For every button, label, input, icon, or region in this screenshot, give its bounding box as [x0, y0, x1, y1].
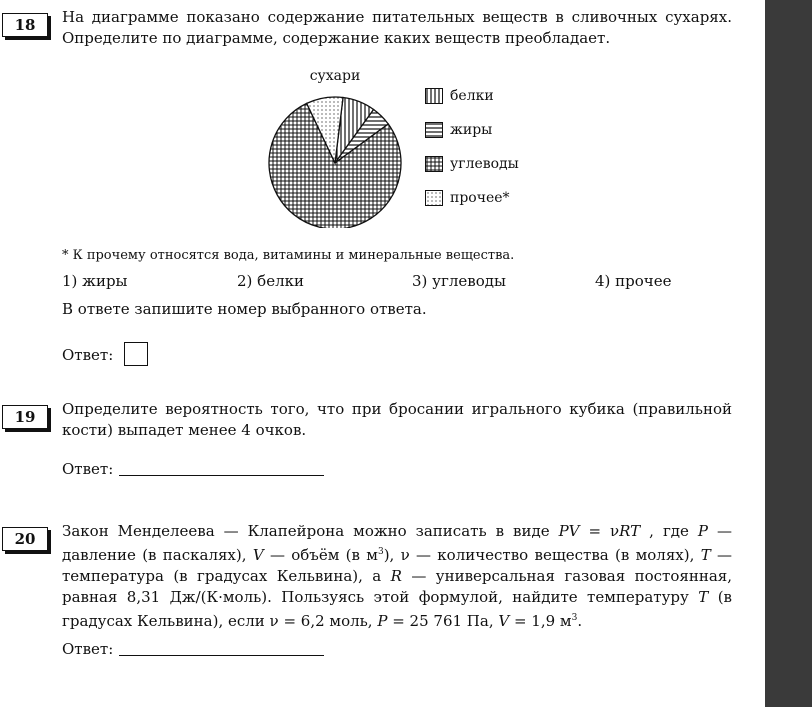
- answer-label-19: Ответ:: [62, 460, 114, 478]
- question-19-text: Определите вероятность того, что при бросании игрального кубика (правильной кости) выпадет менее 4 очков.: [62, 400, 732, 439]
- legend-label: прочее*: [450, 190, 510, 206]
- q20-text-line1: Закон Менделеева — Клапейрона можно записать в виде PV = νRT , где P — давление (в паскалях), V — объём (в $м^3$), ν — количество вещества (в молях), T — температура (в градусах Кельвина), а R — универсальная газовая постоянная, равная 8,31 Дж/(К·моль). Пользуясь этой формулой, найдите температуру T (в градусах Кельвина), если ν = 6,2 моль, P = 25 761 Па, V = 1,9 $м^3$.: [62, 522, 733, 630]
- legend-item-zhiry: [425, 122, 492, 138]
- legend-swatch-grid: [425, 156, 443, 172]
- legend-swatch-vertical-lines: [425, 88, 443, 104]
- option-4: 4) прочее: [595, 272, 672, 290]
- question-20-text: [62, 521, 732, 632]
- option-3: 3) углеводы: [412, 272, 506, 290]
- legend-swatch-horizontal-lines: [425, 122, 443, 138]
- answer-line-20[interactable]: [119, 655, 324, 656]
- legend-item-belki: [425, 88, 494, 104]
- legend-label: жиры: [450, 122, 493, 138]
- legend-swatch-dots: [425, 190, 443, 206]
- chart-title: сухари: [309, 68, 361, 84]
- pie-svg: [260, 88, 410, 228]
- side-panel: [765, 0, 812, 707]
- question-18-number: 18: [2, 13, 48, 37]
- answer-label-18: Ответ:: [62, 346, 114, 364]
- instruction: В ответе запишите номер выбранного ответа.: [62, 300, 427, 318]
- legend-item-prochee: [425, 190, 510, 206]
- legend-label: белки: [450, 88, 494, 104]
- answer-line-19[interactable]: [119, 475, 324, 476]
- option-1: 1) жиры: [62, 272, 128, 290]
- question-18-text: На диаграмме показано содержание питательных веществ в сливочных сухарях. Определите по диаграмме, содержание каких веществ преобладает.: [62, 8, 732, 47]
- answer-box-18[interactable]: [124, 342, 148, 366]
- question-20-number: 20: [2, 527, 48, 551]
- legend-item-uglevody: [425, 156, 519, 172]
- answer-label-20: Ответ:: [62, 640, 114, 658]
- legend-label: углеводы: [450, 156, 519, 172]
- answer-options: [62, 272, 702, 292]
- footnote: * К прочему относятся вода, витамины и минеральные вещества.: [62, 248, 515, 263]
- question-19-number: 19: [2, 405, 48, 429]
- option-2: 2) белки: [237, 272, 304, 290]
- pie-chart: [260, 68, 410, 228]
